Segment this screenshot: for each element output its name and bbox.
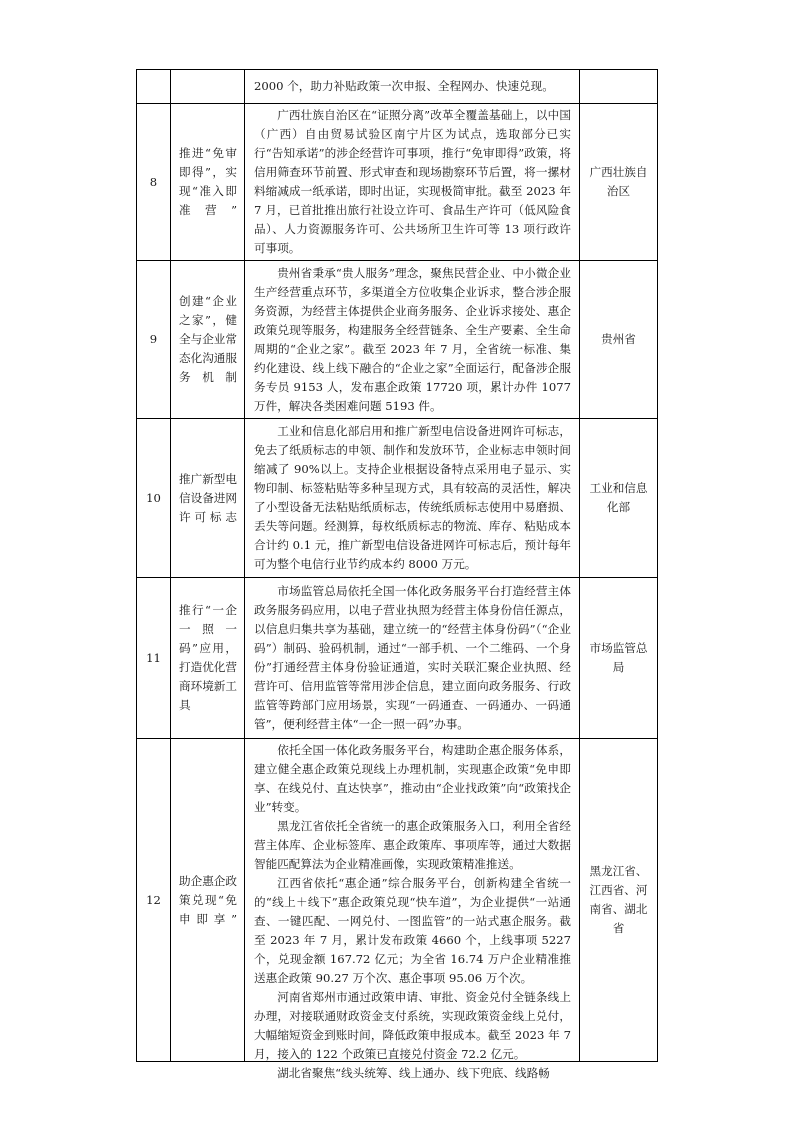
row-region	[580, 70, 658, 104]
table-row	[137, 578, 658, 739]
row-content	[245, 578, 580, 739]
row-content	[245, 70, 580, 104]
row-number: 9	[137, 261, 171, 419]
content-paragraph: 工业和信息化部启用和推广新型电信设备进网许可标志，免去了纸质标志的申领、制作和发放环节，企业标志申领时间缩减了 90%以上。支持企业根据设备特点采用电子显示、实物印制、标签粘贴等多种呈现方式，具有较高的灵活性，解决了小型设备无法粘贴纸质标志，传统纸质标志使用中易磨损、丢失等问题。经测算，每枚纸质标志的物流、库存、粘贴成本合计约 0.1 元，推广新型电信设备进网许可标志后，预计每年可为整个电信行业节约成本约 8000 万元。	[254, 424, 571, 571]
table-row	[137, 739, 658, 1062]
row-region: 市场监管总局	[580, 578, 658, 739]
row-title	[171, 70, 245, 104]
row-number: 8	[137, 104, 171, 261]
table-row	[137, 419, 658, 578]
row-number: 11	[137, 578, 171, 739]
row-title: 推进“免审即得”，实现“准入即准营”	[171, 104, 245, 261]
content-paragraph: 河南省郑州市通过政策申请、审批、资金兑付全链条线上办理，对接联通财政资金支付系统，实现政策资金线上兑付，大幅缩短资金到账时间，降低政策申报成本。截至 2023 年 7 月，接入的 122 个政策已直接兑付资金 72.2 亿元。	[254, 990, 571, 1061]
row-title: 创建“企业之家”，健全与企业常态化沟通服务机制	[171, 261, 245, 419]
row-content	[245, 739, 580, 1080]
content-paragraph: 贵州省秉承“贵人服务”理念，聚焦民营企业、中小微企业生产经营重点环节，多渠道全方位收集企业诉求，整合涉企服务资源，为经营主体提供企业商务服务、企业诉求接处、惠企政策兑现等服务，构建服务全经营链条、全生产要素、全生命周期的“企业之家”。截至 2023 年 7 月，全省统一标准、集约化建设、线上线下融合的“企业之家”全面运行，配备涉企服务专员 9153 人，发布惠企政策 17720 项，累计办件 1077 万件，解决各类困难问题 5193 件。	[254, 265, 571, 413]
content-paragraph: 2000 个，助力补贴政策一次申报、全程网办、快速兑现。	[254, 79, 554, 93]
content-paragraph: 依托全国一体化政务服务平台，构建助企惠企服务体系，建立健全惠企政策兑现线上办理机制，实现惠企政策“免申即享、在线兑付、直达快享”，推动由“企业找政策”向“政策找企业”转变。	[254, 743, 571, 814]
policy-table	[136, 69, 658, 1080]
table-row	[137, 70, 658, 104]
content-paragraph: 江西省依托“惠企通”综合服务平台，创新构建全省统一的“线上＋线下”惠企政策兑现“快车道”，为企业提供“一站通查、一键匹配、一网兑付、一图监管”的一站式惠企服务。截至 2023 年 7 月，累计发布政策 4660 个，上线事项 5227 个，兑现金额 167.72 亿元；为全省 16.74 万户企业精准推送惠企政策 90.27 万个次、惠企事项 95.06 万个次。	[254, 876, 571, 985]
table-row	[137, 261, 658, 419]
content-paragraph: 广西壮族自治区在“证照分离”改革全覆盖基础上，以中国（广西）自由贸易试验区南宁片区为试点，选取部分已实行“告知承诺”的涉企经营许可事项，推行“免审即得”政策，将信用筛查环节前置、形式审查和现场勘察环节后置，将一摞材料缩减成一纸承诺，即时出证，实现极简审批。截至 2023 年 7 月，已首批推出旅行社设立许可、食品生产许可（低风险食品）、人力资源服务许可、公共场所卫生许可等 13 项行政许可事项。	[254, 108, 571, 255]
content-paragraph: 市场监管总局依托全国一体化政务服务平台打造经营主体政务服务码应用，以电子营业执照为经营主体身份信任源点，以信息归集共享为基础，建立统一的“经营主体身份码”（“企业码”）制码、验码机制，通过“一部手机、一个二维码、一个身份”打通经营主体身份验证通道，实时关联汇聚企业执照、经营许可、信用监管等常用涉企信息，建立面向政务服务、行政监管等跨部门应用场景，实现“一码通查、一码通办、一码通管”，便利经营主体“一企一照一码”办事。	[254, 584, 571, 731]
row-content	[245, 419, 580, 578]
row-content	[245, 104, 580, 261]
row-number	[137, 70, 171, 104]
row-region: 黑龙江省、江西省、河南省、湖北省	[580, 739, 658, 1062]
row-content	[245, 261, 580, 419]
table-row	[137, 104, 658, 261]
row-region: 贵州省	[580, 261, 658, 419]
row-region: 广西壮族自治区	[580, 104, 658, 261]
row-title: 助企惠企政策兑现“免申即享”	[171, 739, 245, 1062]
content-paragraph: 黑龙江省依托全省统一的惠企政策服务入口，利用全省经营主体库、企业标签库、惠企政策库、事项库等，通过大数据智能匹配算法为企业精准画像，实现政策精准推送。	[254, 819, 571, 871]
row-title: 推广新型电信设备进网许可标志	[171, 419, 245, 578]
row-number: 10	[137, 419, 171, 578]
row-number: 12	[137, 739, 171, 1062]
content-paragraph: 湖北省聚焦“线头统筹、线上通办、线下兜底、线路畅	[277, 1066, 550, 1080]
row-region: 工业和信息化部	[580, 419, 658, 578]
row-title: 推行“一企一照一码”应用，打造优化营商环境新工具	[171, 578, 245, 739]
